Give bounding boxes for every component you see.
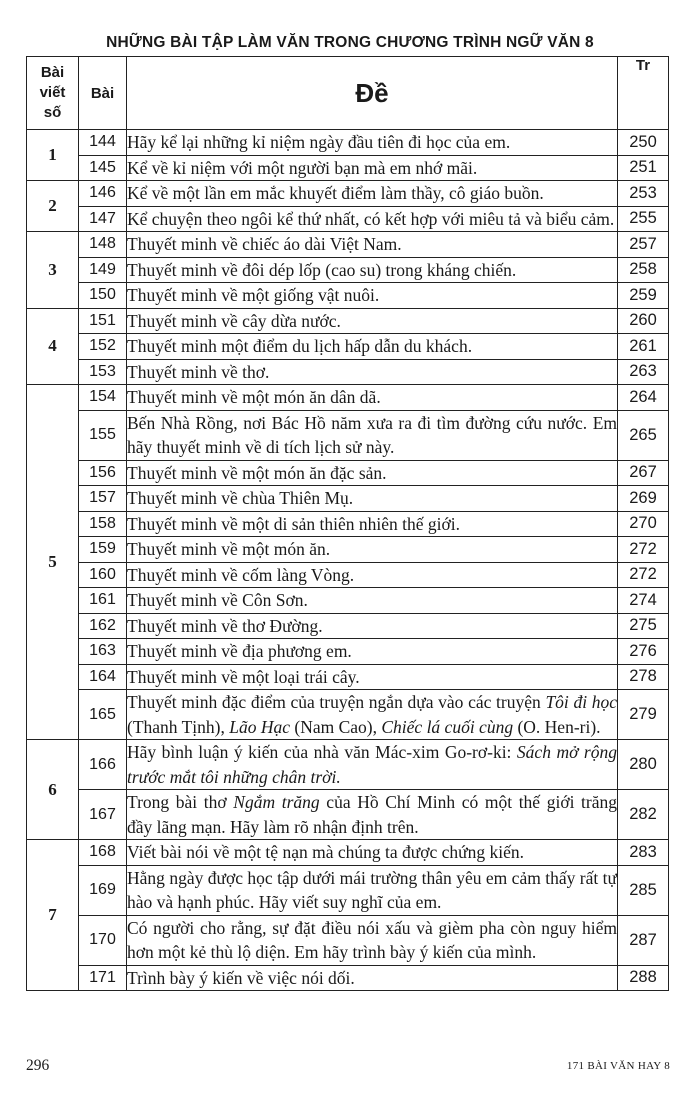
topic-text: Thuyết minh về thơ Đường. (127, 615, 323, 636)
column-header-de: Đề (127, 57, 618, 130)
exercise-number-cell: 165 (79, 690, 127, 740)
topic-italic-title: Chiếc lá cuối cùng (381, 716, 514, 737)
exercise-number-cell: 153 (79, 359, 127, 385)
topic-cell (127, 588, 618, 614)
topic-cell (127, 283, 618, 309)
topic-cell (127, 334, 618, 360)
topic-cell (127, 257, 618, 283)
exercise-number-cell: 166 (79, 740, 127, 790)
exercise-number-cell: 169 (79, 865, 127, 915)
column-header-bai-viet-so (27, 57, 79, 130)
exercise-number-cell: 145 (79, 155, 127, 181)
page-ref-cell: 269 (618, 486, 669, 512)
topic-cell (127, 740, 618, 790)
table-row (27, 359, 669, 385)
topic-text: Hãy bình luận ý kiến của nhà văn Mác-xim Go-rơ-ki: (127, 742, 517, 762)
page-ref-cell: 258 (618, 257, 669, 283)
exercise-number-cell: 152 (79, 334, 127, 360)
page-ref-cell: 251 (618, 155, 669, 181)
exercise-number-cell: 154 (79, 385, 127, 411)
essay-number-cell: 5 (27, 385, 79, 740)
page-ref-cell: 270 (618, 511, 669, 537)
topic-text: Kể về một lần em mắc khuyết điểm làm thầy, cô giáo buồn. (127, 183, 544, 203)
exercise-number-cell: 159 (79, 537, 127, 563)
exercise-number-cell: 156 (79, 460, 127, 486)
topic-cell (127, 232, 618, 258)
topic-text: Trong bài thơ (127, 792, 234, 812)
table-row (27, 840, 669, 866)
table-row (27, 613, 669, 639)
header-bai-viet-line: Bài (40, 64, 65, 81)
table-row (27, 537, 669, 563)
column-header-tr: Tr (618, 57, 669, 130)
page-ref-cell: 267 (618, 460, 669, 486)
page-number: 296 (26, 1057, 50, 1074)
table-row (27, 965, 669, 991)
topic-text: Thuyết minh về một loại trái cây. (127, 666, 360, 687)
page-ref-cell: 278 (618, 664, 669, 690)
table-row (27, 385, 669, 411)
exercise-number-cell: 163 (79, 639, 127, 665)
topic-cell (127, 359, 618, 385)
topic-text: Hằng ngày được học tập dưới mái trường thân yêu em cảm thấy rất tự hào và hạnh phúc. Hãy viết suy nghĩ của em. (127, 867, 617, 912)
table-row (27, 915, 669, 965)
topic-text: Thuyết minh về cốm làng Vòng. (127, 564, 355, 585)
page-ref-cell: 255 (618, 206, 669, 232)
page-ref-cell: 257 (618, 232, 669, 258)
topic-cell (127, 511, 618, 537)
topic-text: Thuyết minh về một di sản thiên nhiên thế giới. (127, 513, 460, 534)
exercise-number-cell: 150 (79, 283, 127, 309)
topic-text: của Hồ Chí Minh có một thế giới trăng đầy lãng mạn. Hãy làm rõ nhận định trên. (127, 792, 618, 837)
page-title: NHỮNG BÀI TẬP LÀM VĂN TRONG CHƯƠNG TRÌNH NGỮ VĂN 8 (106, 34, 594, 51)
essay-number-cell: 3 (27, 232, 79, 309)
exercise-number-cell: 171 (79, 965, 127, 991)
page-ref-cell: 264 (618, 385, 669, 411)
topic-text: Thuyết minh về chùa Thiên Mụ. (127, 488, 354, 508)
exercise-number-cell: 148 (79, 232, 127, 258)
essay-number-cell: 6 (27, 740, 79, 840)
essay-number-cell: 7 (27, 840, 79, 991)
topic-cell (127, 965, 618, 991)
topic-text: Thuyết minh về cây dừa nước. (127, 310, 341, 331)
topic-text: Thuyết minh về chiếc áo dài Việt Nam. (127, 234, 402, 254)
table-row (27, 155, 669, 181)
page-ref-cell: 276 (618, 639, 669, 665)
topic-text: Thuyết minh về một món ăn dân dã. (127, 387, 381, 407)
topic-cell (127, 690, 618, 740)
topic-cell (127, 460, 618, 486)
page-ref-cell: 275 (618, 613, 669, 639)
column-header-bai: Bài (79, 57, 127, 130)
page-ref-cell: 287 (618, 915, 669, 965)
topic-text: Thuyết minh một điểm du lịch hấp dẫn du khách. (127, 336, 473, 356)
page-ref-cell: 272 (618, 537, 669, 563)
topic-text: Trình bày ý kiến về việc nói dối. (127, 967, 355, 988)
topic-italic-title: Lão Hạc (229, 716, 290, 737)
table-row (27, 460, 669, 486)
page-ref-cell: 261 (618, 334, 669, 360)
table-row (27, 562, 669, 588)
exercise-number-cell: 167 (79, 790, 127, 840)
table-row (27, 308, 669, 334)
exercise-number-cell: 170 (79, 915, 127, 965)
topic-text: (O. Hen-ri). (513, 716, 601, 737)
table-row (27, 664, 669, 690)
page-ref-cell: 253 (618, 181, 669, 207)
exercise-number-cell: 158 (79, 511, 127, 537)
exercise-number-cell: 155 (79, 410, 127, 460)
table-row (27, 639, 669, 665)
page-ref-cell: 263 (618, 359, 669, 385)
page-ref-cell: 250 (618, 130, 669, 156)
topic-text: (Thanh Tịnh), (127, 716, 230, 737)
topic-cell (127, 840, 618, 866)
exercise-number-cell: 168 (79, 840, 127, 866)
table-row (27, 283, 669, 309)
page-ref-cell: 279 (618, 690, 669, 740)
essay-number-cell: 2 (27, 181, 79, 232)
topic-cell (127, 537, 618, 563)
topic-text: Thuyết minh về một món ăn. (127, 539, 331, 559)
topic-text: Có người cho rằng, sự đặt điều nói xấu và gièm pha còn nguy hiểm hơn một kẻ thù lộ diện. Em hãy trình bày ý kiến của mình. (127, 917, 617, 962)
page-ref-cell: 288 (618, 965, 669, 991)
exercise-number-cell: 161 (79, 588, 127, 614)
exercise-number-cell: 157 (79, 486, 127, 512)
topic-italic-title: Sách mở rộng trước mắt tôi những chân trời. (127, 742, 617, 787)
topic-text: Bến Nhà Rồng, nơi Bác Hồ năm xưa ra đi tìm đường cứu nước. Em hãy thuyết minh về di tích lịch sử này. (127, 412, 617, 457)
table-row (27, 511, 669, 537)
exercise-number-cell: 162 (79, 613, 127, 639)
topic-text: Kể chuyện theo ngôi kể thứ nhất, có kết hợp với miêu tả và biểu cảm. (127, 208, 615, 229)
topic-cell (127, 790, 618, 840)
book-title: 171 BÀI VĂN HAY 8 (566, 1060, 670, 1072)
table-row (27, 790, 669, 840)
topic-text: Viết bài nói về một tệ nạn mà chúng ta được chứng kiến. (127, 842, 524, 862)
table-row (27, 486, 669, 512)
header-bai-viet-line: số (43, 104, 62, 121)
topic-text: Thuyết minh đặc điểm của truyện ngắn dựa vào các truyện (127, 692, 546, 712)
table-row (27, 740, 669, 790)
topic-text: Thuyết minh về thơ. (127, 361, 270, 382)
topic-cell (127, 385, 618, 411)
exercise-number-cell: 149 (79, 257, 127, 283)
topic-cell (127, 915, 618, 965)
exercise-number-cell: 144 (79, 130, 127, 156)
table-header-row (27, 57, 669, 130)
table-row (27, 181, 669, 207)
exercise-number-cell: 151 (79, 308, 127, 334)
topic-cell (127, 562, 618, 588)
exercise-number-cell: 160 (79, 562, 127, 588)
page-ref-cell: 259 (618, 283, 669, 309)
topic-cell (127, 155, 618, 181)
topic-cell (127, 865, 618, 915)
topic-text: (Nam Cao), (290, 716, 382, 737)
table-row (27, 588, 669, 614)
topic-text: Thuyết minh về một món ăn đặc sản. (127, 462, 387, 483)
essay-number-cell: 1 (27, 130, 79, 181)
table-row (27, 410, 669, 460)
table-row (27, 334, 669, 360)
topic-italic-title: Tôi đi học (545, 692, 617, 712)
page-ref-cell: 274 (618, 588, 669, 614)
topic-cell (127, 308, 618, 334)
topic-cell (127, 613, 618, 639)
table-row (27, 232, 669, 258)
topic-italic-title: Ngắm trăng (233, 792, 320, 812)
page-ref-cell: 260 (618, 308, 669, 334)
topic-cell (127, 664, 618, 690)
page-ref-cell: 282 (618, 790, 669, 840)
table-row (27, 130, 669, 156)
header-bai-viet-line: viết (39, 84, 66, 101)
topic-cell (127, 486, 618, 512)
exercise-number-cell: 146 (79, 181, 127, 207)
essay-number-cell: 4 (27, 308, 79, 385)
table-row (27, 865, 669, 915)
page-ref-cell: 280 (618, 740, 669, 790)
topic-cell (127, 181, 618, 207)
topic-text: Thuyết minh về một giống vật nuôi. (127, 285, 380, 305)
table-body (27, 130, 669, 991)
topic-cell (127, 130, 618, 156)
page-ref-cell: 265 (618, 410, 669, 460)
topic-text: Kể về kỉ niệm với một người bạn mà em nhớ mãi. (127, 157, 478, 178)
table-row (27, 206, 669, 232)
topic-text: Hãy kể lại những kỉ niệm ngày đầu tiên đi học của em. (127, 132, 511, 152)
table-row (27, 257, 669, 283)
topic-cell (127, 639, 618, 665)
topic-text: Thuyết minh về đôi dép lốp (cao su) trong kháng chiến. (127, 259, 517, 280)
page-ref-cell: 285 (618, 865, 669, 915)
essay-topics-table (26, 56, 669, 991)
topic-cell (127, 410, 618, 460)
topic-cell (127, 206, 618, 232)
page-ref-cell: 283 (618, 840, 669, 866)
topic-text: Thuyết minh về địa phương em. (127, 641, 352, 661)
table-row (27, 690, 669, 740)
page-ref-cell: 272 (618, 562, 669, 588)
exercise-number-cell: 164 (79, 664, 127, 690)
topic-text: Thuyết minh về Côn Sơn. (127, 590, 308, 610)
exercise-number-cell: 147 (79, 206, 127, 232)
